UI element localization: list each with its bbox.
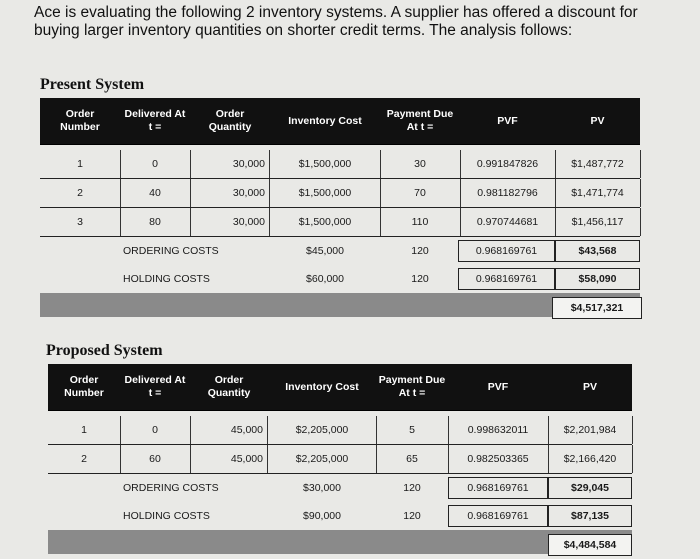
header-order-number: Order Number	[60, 108, 100, 133]
cell-order-number: 1	[40, 150, 121, 178]
cell-payment-due: 70	[380, 179, 461, 207]
ordering-costs-label: ORDERING COSTS	[123, 245, 219, 257]
present-header-row	[40, 98, 640, 144]
holding-pv: $87,135	[548, 505, 632, 527]
proposed-system-title: Proposed System	[46, 342, 163, 359]
header-delivered-at: Delivered At t =	[124, 108, 186, 133]
header-pv: PV	[590, 114, 605, 127]
cell-delivered-at: 80	[120, 208, 191, 236]
cell-delivered-at: 40	[120, 179, 191, 207]
header-pvf: PVF	[497, 114, 518, 127]
holding-payment-due: 120	[403, 510, 421, 522]
table-row	[48, 445, 632, 474]
header-payment-due: Payment Due At t =	[386, 108, 454, 133]
header-order-quantity: Order Quantity	[208, 108, 252, 133]
table-row	[48, 416, 632, 445]
header-inventory-cost: Inventory Cost	[288, 114, 362, 127]
ordering-cost-value: $45,000	[306, 245, 344, 257]
total-pv: $4,517,321	[552, 297, 642, 319]
cell-pv: $1,487,772	[555, 150, 641, 178]
ordering-costs-row	[48, 474, 632, 502]
ordering-payment-due: 120	[411, 245, 429, 257]
present-system-table	[40, 98, 640, 317]
present-system-title: Present System	[40, 76, 145, 93]
header-pv: PV	[582, 380, 597, 393]
ordering-costs-label: ORDERING COSTS	[123, 482, 219, 494]
cell-inventory-cost: $1,500,000	[270, 150, 381, 178]
total-bar	[40, 293, 640, 317]
cell-pvf: 0.998632011	[448, 416, 549, 444]
table-row	[40, 150, 640, 179]
proposed-system-table	[48, 364, 632, 554]
header-inventory-cost: Inventory Cost	[285, 380, 359, 393]
cell-delivered-at: 0	[120, 416, 191, 444]
ordering-pv: $29,045	[548, 477, 632, 499]
header-pvf: PVF	[487, 380, 509, 393]
holding-cost-value: $60,000	[306, 273, 344, 285]
cell-order-number: 2	[48, 445, 121, 473]
holding-pv: $58,090	[555, 268, 640, 290]
ordering-pv: $43,568	[555, 240, 640, 262]
ordering-payment-due: 120	[403, 482, 421, 494]
cell-order-quantity: 45,000	[190, 445, 268, 473]
cell-pvf: 0.970744681	[460, 208, 556, 236]
cell-order-number: 2	[40, 179, 121, 207]
cell-pv: $2,166,420	[548, 445, 633, 473]
cell-payment-due: 110	[380, 208, 461, 236]
ordering-pvf: 0.968169761	[448, 477, 548, 499]
cell-pv: $1,471,774	[555, 179, 641, 207]
header-delivered-at: Delivered At t =	[124, 374, 186, 399]
cell-inventory-cost: $1,500,000	[270, 208, 381, 236]
cell-pvf: 0.981182796	[460, 179, 556, 207]
cell-order-quantity: 45,000	[190, 416, 268, 444]
cell-delivered-at: 0	[120, 150, 191, 178]
cell-pvf: 0.991847826	[460, 150, 556, 178]
header-order-number: Order Number	[64, 374, 104, 399]
holding-pvf: 0.968169761	[448, 505, 548, 527]
proposed-header-row	[48, 364, 632, 410]
total-pv: $4,484,584	[548, 534, 632, 556]
cell-payment-due: 5	[376, 416, 449, 444]
ordering-pvf: 0.968169761	[458, 240, 555, 262]
cell-pvf: 0.982503365	[448, 445, 549, 473]
total-bar	[48, 530, 632, 554]
header-payment-due: Payment Due At t =	[378, 374, 446, 399]
holding-pvf: 0.968169761	[458, 268, 555, 290]
holding-costs-row	[48, 502, 632, 530]
cell-inventory-cost: $1,500,000	[270, 179, 381, 207]
holding-costs-row	[40, 265, 640, 293]
cell-pv: $1,456,117	[555, 208, 641, 236]
ordering-cost-value: $30,000	[303, 482, 341, 494]
cell-payment-due: 30	[380, 150, 461, 178]
cell-inventory-cost: $2,205,000	[268, 416, 377, 444]
cell-order-quantity: 30,000	[190, 179, 270, 207]
cell-payment-due: 65	[376, 445, 449, 473]
holding-costs-label: HOLDING COSTS	[123, 510, 210, 522]
table-row	[40, 208, 640, 237]
cell-order-quantity: 30,000	[190, 208, 270, 236]
ordering-costs-row	[40, 237, 640, 265]
header-order-quantity: Order Quantity	[207, 374, 251, 399]
holding-payment-due: 120	[411, 273, 429, 285]
cell-order-number: 1	[48, 416, 121, 444]
holding-costs-label: HOLDING COSTS	[123, 273, 210, 285]
cell-inventory-cost: $2,205,000	[268, 445, 377, 473]
cell-pv: $2,201,984	[548, 416, 633, 444]
cell-delivered-at: 60	[120, 445, 191, 473]
intro-paragraph: Ace is evaluating the following 2 inventory systems. A supplier has offered a discount for buying larger inventory quantities on shorter credit terms. The analysis follows:	[34, 4, 638, 39]
table-row	[40, 179, 640, 208]
cell-order-quantity: 30,000	[190, 150, 270, 178]
holding-cost-value: $90,000	[303, 510, 341, 522]
cell-order-number: 3	[40, 208, 121, 236]
